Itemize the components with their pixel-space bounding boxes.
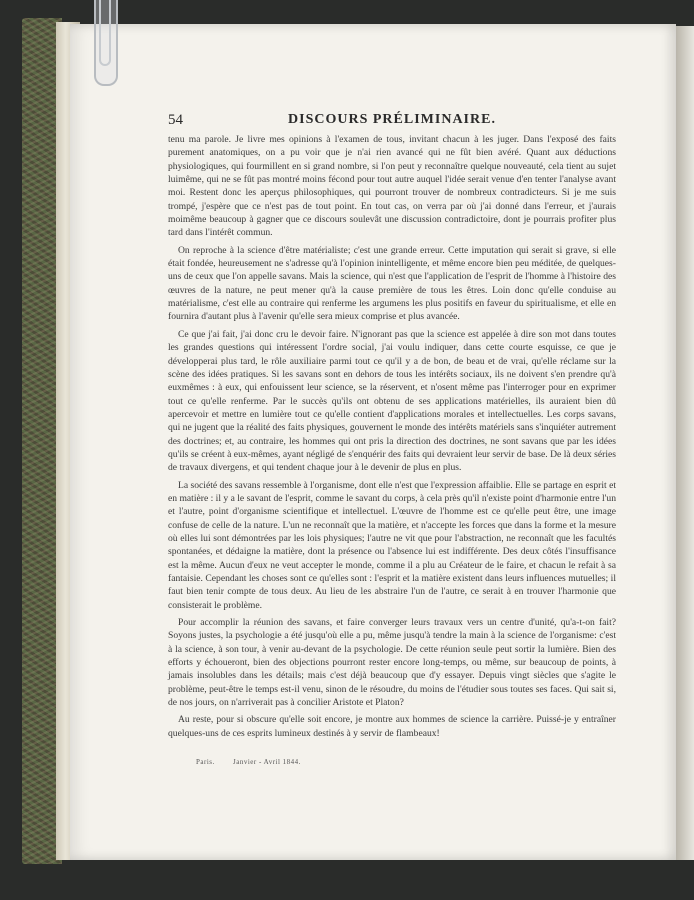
body-text [168, 133, 616, 744]
paragraph: La société des savans ressemble à l'organisme, dont elle n'est que l'expression affaiblie. Elle se partage en esprit et en matière : il y a le savant de l'esprit, comme le savant du corps, à cela près qu'il n'existe point d'harmonie entre l'un et l'autre, point d'organisme scientifique et intellectuel. L'œuvre de l'homme est ce qu'elle peut être, une image confuse de celle de la nature. L'un ne reconnaît que la matière, et n'accepte les forces que dans la forme et la mesure où elles lui sont démontrées par les lois physiques; l'autre ne vit que pour l'abstraction, ne reconnaît que les facultés spontanées, et dédaigne la matière, dont la présence ou l'absence lui est indifférente. Des deux côtés l'insuffisance est la même. Aucun d'eux ne veut accepter le monde, comme il a plu au Créateur de le faire, et chacun le refait à sa fantaisie. Cependant les choses sont ce qu'elles sont : l'esprit et la matière existent dans leurs influences mutuelles; il faut bien tenir compte de tous deux. Au lieu de les abstraire l'un de l'autre, ce serait à en trouver l'harmonie que consisterait le problème. [168, 479, 617, 611]
paragraph: Pour accomplir la réunion des savans, et faire converger leurs travaux vers un centre d'unité, qu'a-t-on fait? Soyons justes, la psychologie a été jusqu'où elle a pu, même jusqu'à tendre la main à la science de l'organisme: c'est à la science, à son tour, à venir au-devant de la psychologie. De cette réunion seule peut sortir la lumière. Bien des efforts y échoueront, bien des objections pourront rester encore long-temps, ou même, sur beaucoup de points, à jamais insolubles dans les détails; mais c'est déjà beaucoup que d'y essayer. Depuis vingt siècles que s'agite le problème, peut-être le temps est-il venu, sinon de le résoudre, du moins de l'étudier sous toutes ses faces. Qui sait si, de nos jours, on n'arriverait pas à concilier Aristote et Platon? [168, 617, 616, 709]
footer-date: Janvier - Avril 1844. [233, 758, 301, 766]
running-title: DISCOURS PRÉLIMINAIRE. [288, 112, 496, 127]
page-footer [196, 758, 317, 766]
paper-clip-inner-icon [99, 0, 111, 66]
paragraph: Ce que j'ai fait, j'ai donc cru le devoir faire. N'ignorant pas que la science est appelée à dire son mot dans toutes les grandes questions qui intéressent l'ordre social, j'ai voulu indiquer, dans cette courte esquisse, ce que je développerai plus tard, le rôle auxiliaire parmi tout ce qu'il y a de bon, de beau et de vrai, qu'elle réclame sur la scène des idées pratiques. Si les savans sont en dehors de tous les intérêts sociaux, ils ne doivent s'en prendre qu'à euxmêmes : à eux, qui enfouissent leur science, se la réservent, et n'osent même pas l'interroger pour en exprimer tout ce qu'elle renferme. Par le succès qu'ils ont obtenu de ses applications matérielles, ils auraient bien dû apercevoir et mettre en lumière tout ce qu'elle contient d'applications morales et intellectuelles. Les corps savans, qui ne jugent que la réalité des faits physiques, gouvernent le monde des intérêts matériels sans s'inquiéter autrement des doctrines; et, au contraire, les hommes qui ont pris la direction des doctrines, ne sont savans que par les idées qu'ils se créent à eux-mêmes, ayant négligé de s'enquérir des faits qui devraient leur servir de base. De là deux séries de travaux divergens, et qui tendent chaque jour à le devenir de plus en plus. [168, 328, 616, 474]
page-number: 54 [168, 112, 183, 128]
paragraph: tenu ma parole. Je livre mes opinions à l'examen de tous, invitant chacun à les juger. Dans l'exposé des faits purement anatomiques, on a pu voir que je n'ai rien avancé qui ne fût bien avéré. Quant aux déductions physiologiques, qui fourmillent en si grand nombre, si l'on peut y reconnaître quelque nouveauté, cela tient au sujet luimême, qui ne se fût pas montré moins fécond pour tout autre auquel l'idée serait venue d'en tenter l'analyse avant moi. Restent donc les aperçus philosophiques, qui pourront trouver de nombreux contradicteurs. Si je me suis trompé, j'espère que ce n'est pas de tout point. En tout cas, on verra par où j'ai donné dans l'erreur, et j'aurais moimême beaucoup à gagner que ce discours soulevât une discussion contradictoire, dont je pourrais profiter plus tard dans l'intérêt commun. [168, 134, 616, 239]
footer-place: Paris. [196, 758, 215, 766]
paragraph: On reproche à la science d'être matérialiste; c'est une grande erreur. Cette imputation qui serait si grave, si elle était fondée, heureusement ne s'adresse qu'à l'opinion inintelligente, et même encore bien peu méditée, de quelques-uns de ceux que l'on appelle savans. Mais la science, qui n'est que l'application de l'esprit de l'homme à l'histoire des œuvres de la nature, ne peut mener qu'à la cause première de tous les êtres. Loin donc qu'elle conduise au matérialisme, c'est elle au contraire qui renferme les argumens les plus positifs en faveur du spiritualisme, et elle en fournira d'autant plus à l'avenir qu'elle sera mieux comprise et plus avancée. [168, 244, 616, 323]
facing-page-edge [676, 26, 694, 860]
page-header [168, 112, 616, 132]
paragraph: Au reste, pour si obscure qu'elle soit encore, je montre aux hommes de science la carrière. Puissé-je y entraîner quelques-uns de ces esprits lumineux destinés à y servir de flambeaux! [168, 714, 616, 739]
